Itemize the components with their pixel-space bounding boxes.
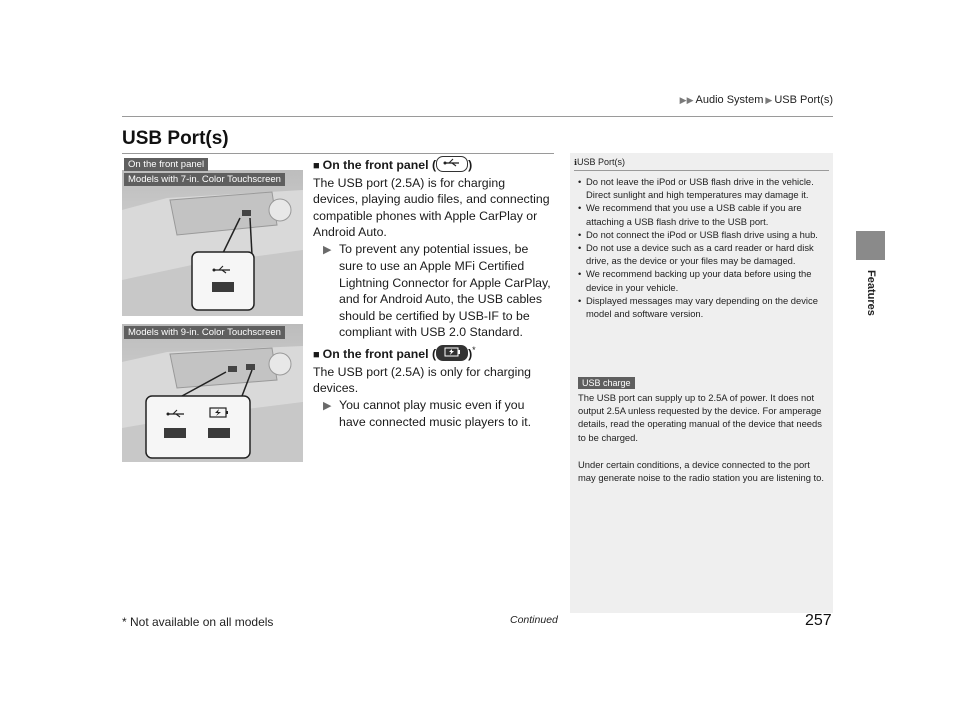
note-item: • Do not leave the iPod or USB flash drive in the vehicle. Direct sunlight and high temperatures may damage it. [578, 175, 826, 201]
note-item: • We recommend backing up your data before using the device in your vehicle. [578, 267, 826, 293]
console-9in-illustration [122, 324, 303, 462]
section-heading [313, 156, 553, 175]
breadcrumb-arrow-icon: ▶▶ [679, 95, 694, 105]
heading-suffix: ) [468, 158, 473, 172]
section-body: The USB port (2.5A) is for charging devices, playing audio files, and connecting compatible phones with Apple CarPlay or Android Auto. [313, 175, 550, 239]
note-item: • Do not use a device such as a card reader or hard disk drive, as the device or your files may be damaged. [578, 241, 826, 267]
section-usb-port [313, 156, 553, 341]
notes-header-rule [574, 170, 829, 171]
battery-charge-icon [436, 345, 468, 361]
heading-text: On the front panel ( [322, 158, 437, 172]
page-number: 257 [805, 612, 832, 629]
page-title: USB Port(s) [122, 128, 229, 149]
noise-text: Under certain conditions, a device connected to the port may generate noise to the radio station you are listening to. [578, 459, 824, 484]
pointer-arrow-icon: ▶ [323, 243, 332, 256]
section-usb-charge-port [313, 342, 553, 431]
notes-panel [570, 153, 833, 613]
figure-label-9in: Models with 9-in. Color Touchscreen [124, 326, 285, 339]
photo-7in-console [122, 170, 303, 316]
square-bullet-icon: ■ [313, 349, 320, 362]
usb-charge-label: USB charge [578, 377, 635, 389]
header-rule [122, 116, 833, 117]
title-rule [122, 153, 554, 154]
section-subnote [323, 397, 553, 431]
pointer-arrow-icon: ▶ [323, 399, 332, 412]
note-item: • We recommend that you use a USB cable if you are attaching a USB flash drive to the USB port. [578, 201, 826, 227]
square-bullet-icon: ■ [313, 160, 320, 172]
breadcrumb-item-usb-ports: USB Port(s) [774, 94, 833, 106]
section-subnote [323, 241, 553, 341]
section-body: The USB port (2.5A) is only for charging devices. [313, 364, 532, 396]
note-item: • Displayed messages may vary depending on the device model and software version. [578, 294, 826, 320]
heading-suffix: ) [468, 347, 473, 362]
notes-header: ℹUSB Port(s) [574, 157, 626, 167]
subnote-text: To prevent any potential issues, be sure to use an Apple MFi Certified Lightning Connector for Apple CarPlay, and for Android Auto, the USB cables should be certified by USB-IF to be compliant with USB 2.0 Standard. [339, 241, 551, 339]
section-tab-label: Features [865, 270, 877, 316]
note-item: • Do not connect the iPod or USB flash drive using a hub. [578, 228, 826, 241]
notes-header-text: USB Port(s) [577, 157, 626, 167]
usb-icon [436, 156, 468, 172]
asterisk-marker: * [472, 345, 476, 355]
continued-label: Continued [510, 614, 558, 626]
usb-charge-text: The USB port can supply up to 2.5A of power. It does not output 2.5A unless requested by the device. For amperage details, read the operating manual of the device that needs to be charged. [578, 392, 822, 443]
breadcrumb-arrow-icon: ▶ [765, 95, 773, 105]
section-tab-marker [856, 231, 885, 260]
breadcrumb [0, 94, 833, 106]
figure-label-7in: Models with 7-in. Color Touchscreen [124, 173, 285, 186]
photo-9in-console [122, 324, 303, 462]
breadcrumb-item-audio-system: Audio System [695, 94, 764, 106]
figure-label-front-panel: On the front panel [124, 158, 208, 171]
section-heading [313, 342, 553, 364]
console-7in-illustration [122, 170, 303, 316]
heading-text: On the front panel ( [322, 347, 437, 362]
footnote: * Not available on all models [122, 615, 274, 629]
subnote-text: You cannot play music even if you have connected music players to it. [339, 397, 532, 430]
notes-list [578, 175, 826, 320]
